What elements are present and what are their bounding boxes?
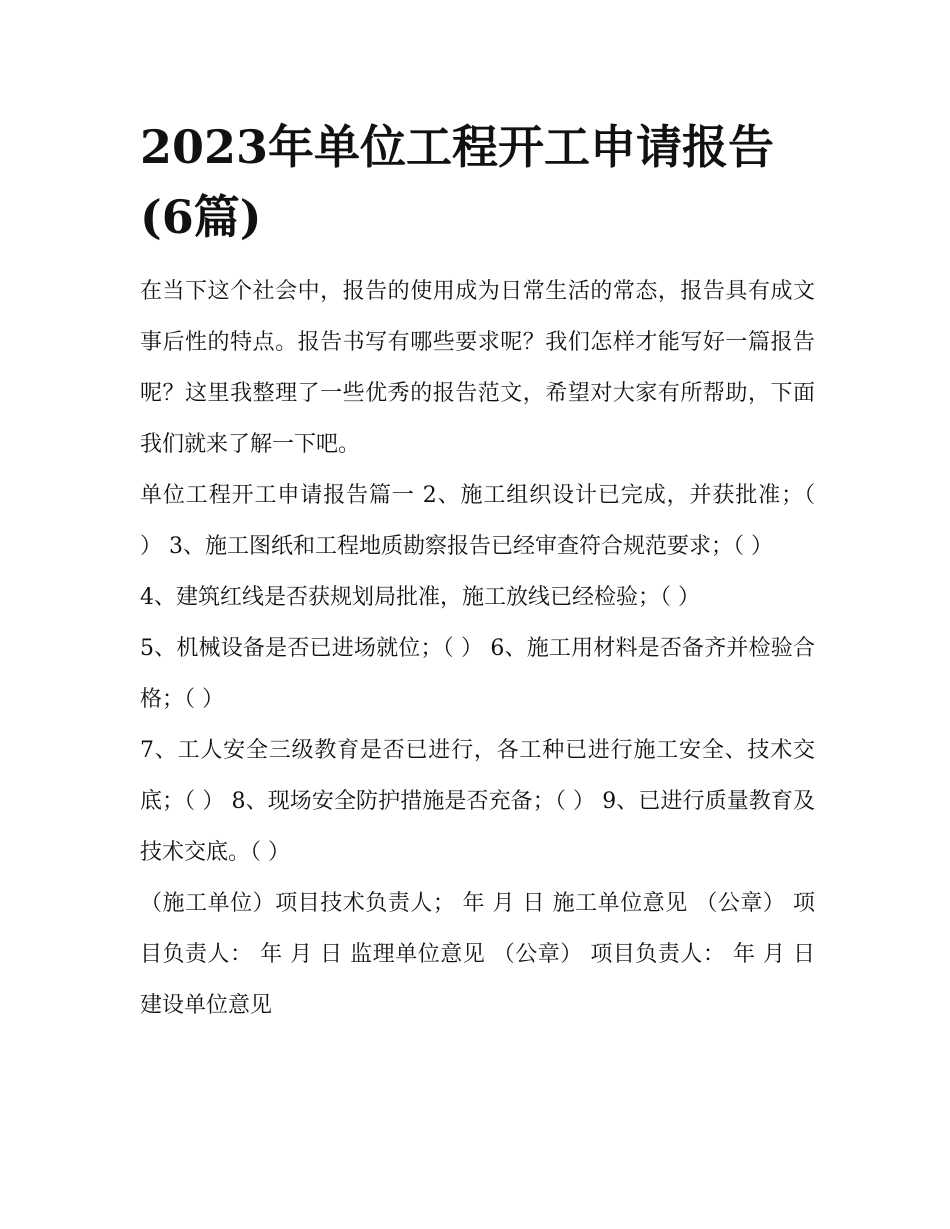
document-body [140, 112, 815, 1031]
checklist-paragraph-3: 5、机械设备是否已进场就位；（ ） 6、施工用材料是否备齐并检验合格；（ ） [140, 636, 815, 712]
intro-paragraph: 在当下这个社会中，报告的使用成为日常生活的常态，报告具有成文事后性的特点。报告书写有哪些要求呢？我们怎样才能写好一篇报告呢？这里我整理了一些优秀的报告范文，希望对大家有所帮助，下面我们就来了解一下吧。 [140, 279, 815, 457]
document-title: 2023年单位工程开工申请报告(6篇) [140, 120, 775, 244]
checklist-paragraph-2: 4、建筑红线是否获规划局批准，施工放线已经检验；（ ） [140, 585, 700, 610]
signature-paragraph: （施工单位）项目技术负责人； 年 月 日 施工单位意见 （公章） 项目负责人： 年 月 日 监理单位意见 （公章） 项目负责人： 年 月 日 建设单位意见 [140, 891, 815, 1018]
checklist-paragraph-1: 单位工程开工申请报告篇一 2、施工组织设计已完成，并获批准；（ ） 3、施工图纸和工程地质勘察报告已经审查符合规范要求；（ ） [140, 483, 815, 559]
checklist-paragraph-4: 7、工人安全三级教育是否已进行，各工种已进行施工安全、技术交底；（ ） 8、现场安全防护措施是否充备；（ ） 9、已进行质量教育及技术交底。（ ） [140, 738, 815, 865]
